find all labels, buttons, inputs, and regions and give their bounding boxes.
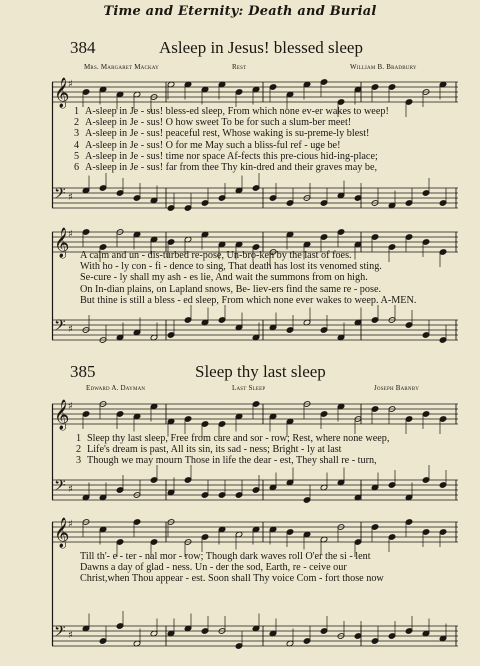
hymn-composer: William B. Bradbury [350, 63, 417, 71]
key-signature-icon: ♯ [68, 484, 73, 495]
verse-line: 3 Though we may mourn Those in life the dear - est, They shall re - turn, [76, 455, 377, 467]
hymn-number: 385 [70, 362, 96, 381]
hymn-author: Edward A. Dayman [86, 384, 146, 392]
key-signature-icon: ♯ [68, 79, 73, 90]
key-signature-icon: ♯ [68, 229, 73, 240]
bass-clef-icon: 𝄢 [54, 623, 66, 644]
verse-line: 1 A-sleep in Je - sus! bless-ed sleep, From which none ev-er wakes to weep! [74, 106, 389, 117]
verse-line: On In-dian plains, on Lapland snows, Be- liev-ers find the same re - pose. [80, 283, 382, 295]
hymn-tune: Last Sleep [232, 384, 266, 392]
hymn-tune: Rest [232, 63, 247, 71]
verse-block [80, 551, 384, 585]
staff-system-svg [52, 514, 458, 660]
hymn-composer: Joseph Barnby [374, 384, 420, 392]
hymn-number: 384 [70, 38, 96, 57]
verse-line: 6 A-sleep in Je - sus! far from thee Thy kin-dred and their graves may be, [74, 162, 378, 174]
verse-line: A calm and un - dis-turbed re-pose, Un-bro-ken by the last of foes. [80, 250, 352, 261]
hymn-author: Mrs. Margaret Mackay [84, 63, 159, 71]
verse-line: 3 A-sleep in Je - sus! peaceful rest, Whose waking is su-preme-ly blest! [74, 128, 370, 140]
treble-clef-icon: 𝄞 [54, 400, 70, 430]
verse-line: 5 A-sleep in Je - sus! time nor space Af-fects this pre-cious hid-ing-place; [74, 150, 378, 162]
hymn-title: Sleep thy last sleep [195, 362, 326, 381]
verse-line: 1 Sleep thy last sleep, Free from care and sor - row; Rest, where none weep, [76, 433, 390, 444]
bass-clef-icon: 𝄢 [54, 185, 66, 206]
bass-clef-icon: 𝄢 [54, 477, 66, 498]
verse-line: Christ,when Thou appear - est. Soon shall Thy voice Com - fort those now [80, 573, 384, 585]
running-head: Time and Eternity: Death and Burial [103, 4, 377, 19]
key-signature-icon: ♯ [68, 401, 73, 412]
verse-line: With ho - ly con - fi - dence to sing, That death has lost its venomed sting. [80, 261, 382, 273]
music-system [52, 514, 458, 660]
verse-line: Se-cure - ly shall my ash - es lie, And wait the summons from on high. [80, 272, 368, 284]
verse-block [74, 106, 389, 173]
key-signature-icon: ♯ [68, 192, 73, 203]
treble-clef-icon: 𝄞 [54, 518, 70, 548]
verse-line: But thine is still a bless - ed sleep, From which none ever wakes to weep. A-MEN. [80, 294, 417, 306]
verse-line: Dawns a day of glad - ness. Un - der the sod, Earth, re - ceive our [80, 562, 347, 574]
verse-block [80, 250, 416, 306]
verse-line: 2 Life's dream is past, All its sin, its sad - ness; Bright - ly at last [76, 444, 342, 456]
verse-line: 4 A-sleep in Je - sus! O for me May such a bliss-ful ref - uge be! [74, 139, 341, 151]
bass-clef-icon: 𝄢 [54, 317, 66, 338]
verse-block [76, 433, 389, 467]
key-signature-icon: ♯ [68, 519, 73, 530]
treble-clef-icon: 𝄞 [54, 228, 70, 258]
key-signature-icon: ♯ [68, 324, 73, 335]
verse-line: Till th'- e - ter - nal mor - row; Though dark waves roll O'er the si - lent [80, 551, 371, 562]
key-signature-icon: ♯ [68, 630, 73, 641]
treble-clef-icon: 𝄞 [54, 78, 70, 108]
verse-line: 2 A-sleep in Je - sus! O how sweet To be for such a slum-ber meet! [74, 117, 352, 129]
hymn-title: Asleep in Jesus! blessed sleep [159, 38, 363, 57]
